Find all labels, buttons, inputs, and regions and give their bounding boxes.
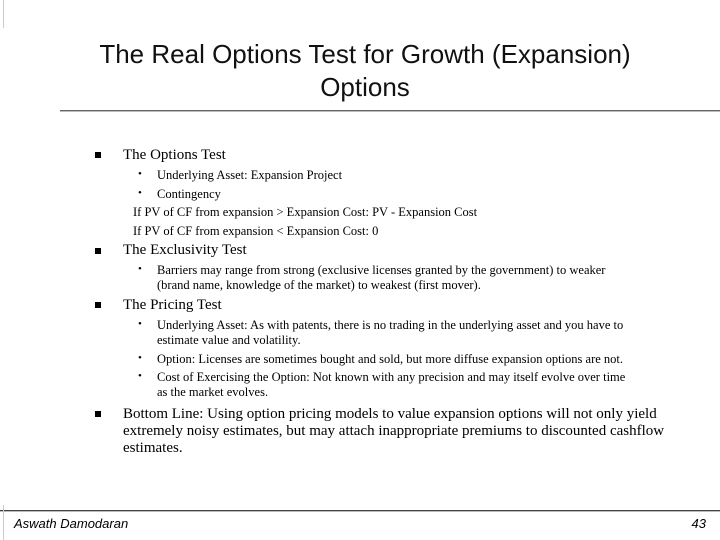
section-bullet-square (95, 411, 101, 417)
title-divider (60, 110, 720, 111)
pricing-bullet-1-line-2: estimate value and volatility. (157, 333, 301, 347)
options-test-plain-line-1: If PV of CF from expansion > Expansion Cost: PV - Expansion Cost (133, 205, 478, 219)
bullet-dot: • (138, 352, 142, 364)
options-test-bullet-1: Underlying Asset: Expansion Project (157, 168, 343, 182)
options-test-bullet-2: Contingency (157, 187, 221, 201)
exclusivity-bullet-line-2: (brand name, knowledge of the market) to weakest (first mover). (157, 278, 481, 292)
pricing-bullet-2: Option: Licenses are sometimes bought and sold, but more diffuse expansion options are not. (157, 352, 624, 366)
bullet-dot: • (138, 168, 142, 180)
section-heading-options-test: The Options Test (123, 147, 226, 163)
footer-divider (0, 510, 720, 511)
pricing-bullet-1-line-1: Underlying Asset: As with patents, there is no trading in the underlying asset and you have to (157, 318, 624, 332)
left-edge-rule-bottom (0, 505, 4, 540)
options-test-plain-line-2: If PV of CF from expansion < Expansion Cost: 0 (133, 224, 379, 238)
footer-author: Aswath Damodaran (14, 516, 129, 531)
pricing-bullet-3-line-1: Cost of Exercising the Option: Not known with any precision and may itself evolve over time (157, 370, 626, 384)
section-bullet-square (95, 152, 101, 158)
bullet-dot: • (138, 187, 142, 199)
slide-title-line-2: Options (320, 72, 410, 102)
left-edge-rule-top (0, 0, 4, 28)
bullet-dot: • (138, 263, 142, 275)
slide-title (20, 38, 710, 104)
pricing-bullet-3-line-2: as the market evolves. (157, 385, 269, 399)
bullet-dot: • (138, 318, 142, 330)
section-heading-exclusivity-test: The Exclusivity Test (123, 242, 247, 258)
section-heading-pricing-test: The Pricing Test (123, 297, 222, 313)
bottom-line-text: Bottom Line: Using option pricing models to value expansion options will not only yield extremely noisy estimates, but may attach inappropriate premiums to discounted cashflow estimates. (123, 406, 665, 456)
section-bullet-square (95, 248, 101, 254)
slide-title-line-1: The Real Options Test for Growth (Expansion) (99, 39, 631, 69)
footer-page-number: 43 (691, 516, 706, 531)
bullet-dot: • (138, 370, 142, 382)
exclusivity-bullet-line-1: Barriers may range from strong (exclusive licenses granted by the government) to weaker (157, 263, 606, 277)
section-bullet-square (95, 302, 101, 308)
